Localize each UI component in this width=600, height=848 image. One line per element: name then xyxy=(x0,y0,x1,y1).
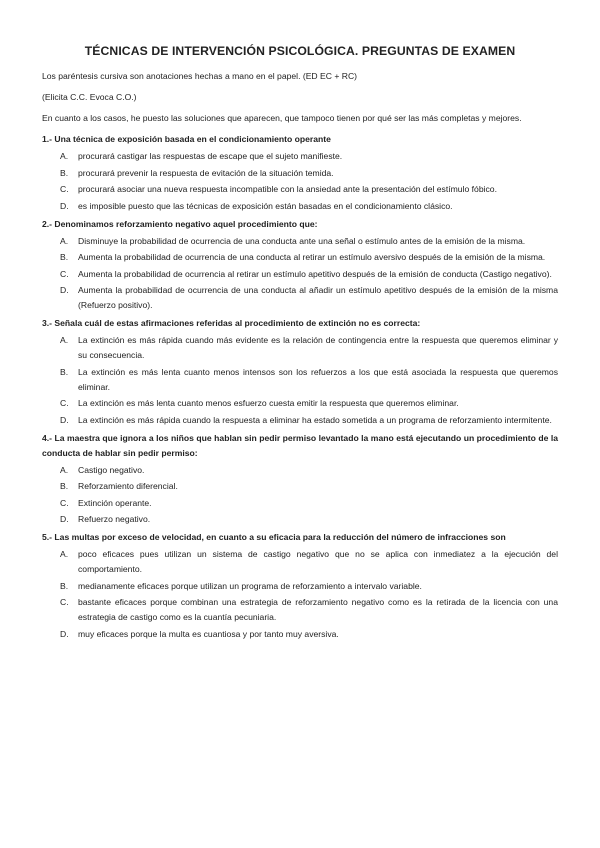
answer-option xyxy=(42,267,558,282)
answer-option xyxy=(42,579,558,594)
answer-option xyxy=(42,396,558,411)
answer-option xyxy=(42,512,558,527)
answer-option xyxy=(42,234,558,249)
option-letter: D. xyxy=(60,414,69,425)
answer-option xyxy=(42,463,558,478)
answer-option xyxy=(42,496,558,511)
option-text: Castigo negativo. xyxy=(78,464,145,475)
intro-note: Los paréntesis cursiva son anotaciones hechas a mano en el papel. (ED EC + RC) xyxy=(42,71,358,81)
answer-option xyxy=(42,627,558,642)
answer-option xyxy=(42,182,558,197)
answer-option xyxy=(42,149,558,164)
question-text: 2.- Denominamos reforzamiento negativo aquel procedimiento que: xyxy=(42,218,318,229)
option-letter: B. xyxy=(60,481,69,491)
option-letter: D. xyxy=(60,514,69,524)
question-list xyxy=(42,132,558,642)
page-title: TÉCNICAS DE INTERVENCIÓN PSICOLÓGICA. PREGUNTAS DE EXAMEN xyxy=(84,44,516,58)
option-list xyxy=(42,333,558,428)
option-text: poco eficaces pues utilizan un sistema de castigo negativo que no se aplica con inmediatez a la ejecución del comportamiento. xyxy=(78,549,558,574)
option-text: Refuerzo negativo. xyxy=(78,514,151,524)
answer-option xyxy=(42,333,558,363)
option-letter: A. xyxy=(60,335,69,345)
answer-option xyxy=(42,413,558,428)
option-text: muy eficaces porque la multa es cuantiosa y por tanto muy aversiva. xyxy=(78,628,339,639)
option-text: La extinción es más lenta cuanto menos intensos son los refuerzos a los que está asociada la respuesta que queremos eliminar. xyxy=(78,366,558,392)
option-text: La extinción es más rápida cuando más evidente es la relación de contingencia entre la respuesta que queremos eliminar y su consecuencia. xyxy=(78,335,558,360)
option-letter: B. xyxy=(60,252,69,262)
option-text: Aumenta la probabilidad de ocurrencia de una conducta al añadir un estímulo apetitivo después de la emisión de la misma (Refuerzo positivo). xyxy=(78,285,558,310)
intro-note: En cuanto a los casos, he puesto las soluciones que aparecen, que tampoco tienen por qué ser las más completas y mejores. xyxy=(42,113,522,123)
option-text: medianamente eficaces porque utilizan un programa de reforzamiento a intervalo variable. xyxy=(78,580,422,591)
option-list xyxy=(42,463,558,528)
option-list xyxy=(42,234,558,314)
option-letter: D. xyxy=(60,285,69,295)
answer-option xyxy=(42,595,558,625)
option-letter: D. xyxy=(60,628,69,639)
option-text: procurará castigar las respuestas de escape que el sujeto manifieste. xyxy=(78,151,343,161)
option-text: Disminuye la probabilidad de ocurrencia de una conducta ante una señal o estímulo antes de la emisión de la misma. xyxy=(78,235,526,246)
option-letter: C. xyxy=(60,268,69,279)
answer-option xyxy=(42,479,558,494)
option-letter: B. xyxy=(60,580,69,591)
option-letter: C. xyxy=(60,184,69,194)
intro-note: (Elicita C.C. Evoca C.O.) xyxy=(42,92,137,102)
option-letter: A. xyxy=(60,235,69,246)
option-text: Aumenta la probabilidad de ocurrencia de una conducta al retirar un estímulo aversivo después de la emisión de la misma. xyxy=(78,252,546,262)
option-text: es imposible puesto que las técnicas de exposición están basadas en el condicionamiento clásico. xyxy=(78,200,453,211)
option-letter: A. xyxy=(60,151,69,161)
option-text: Extinción operante. xyxy=(78,497,152,508)
option-letter: C. xyxy=(60,398,69,408)
option-list xyxy=(42,149,558,214)
option-text: procurará asociar una nueva respuesta incompatible con la ansiedad ante la presentación del estímulo fóbico. xyxy=(78,184,497,194)
answer-option xyxy=(42,365,558,395)
answer-option xyxy=(42,166,558,181)
answer-option xyxy=(42,283,558,313)
option-list xyxy=(42,547,558,642)
option-text: La extinción es más lenta cuanto menos esfuerzo cuesta emitir la respuesta que queremos eliminar. xyxy=(78,398,459,408)
question-text: 3.- Señala cuál de estas afirmaciones referidas al procedimiento de extinción no es correcta: xyxy=(42,318,421,328)
option-text: bastante eficaces porque combinan una estrategia de reforzamiento negativo como es la retirada de la licencia con una estrategia de castigo como es la cuantía pecuniaria. xyxy=(78,597,558,622)
option-letter: A. xyxy=(60,549,69,559)
question-text: 1.- Una técnica de exposición basada en el condicionamiento operante xyxy=(42,134,331,144)
answer-option xyxy=(42,250,558,265)
option-text: Reforzamiento diferencial. xyxy=(78,481,178,491)
question-text: 5.- Las multas por exceso de velocidad, en cuanto a su eficacia para la reducción del número de infracciones son xyxy=(42,532,506,542)
question-text: 4.- La maestra que ignora a los niños que hablan sin pedir permiso levantado la mano está ejecutando un procedimiento de la conducta de hablar sin pedir permiso: xyxy=(42,432,558,458)
answer-option xyxy=(42,199,558,214)
option-letter: C. xyxy=(60,597,69,607)
option-text: Aumenta la probabilidad de ocurrencia al retirar un estímulo apetitivo después de la emisión de conducta (Castigo negativo). xyxy=(78,268,552,279)
option-letter: B. xyxy=(60,167,69,178)
option-letter: D. xyxy=(60,200,69,211)
option-text: La extinción es más rápida cuando la respuesta a eliminar ha estado sometida a un programa de reforzamiento intermitente. xyxy=(78,414,552,425)
answer-option xyxy=(42,547,558,577)
option-letter: B. xyxy=(60,366,69,377)
option-letter: A. xyxy=(60,464,69,475)
option-text: procurará prevenir la respuesta de evitación de la situación temida. xyxy=(78,167,334,178)
option-letter: C. xyxy=(60,497,69,508)
